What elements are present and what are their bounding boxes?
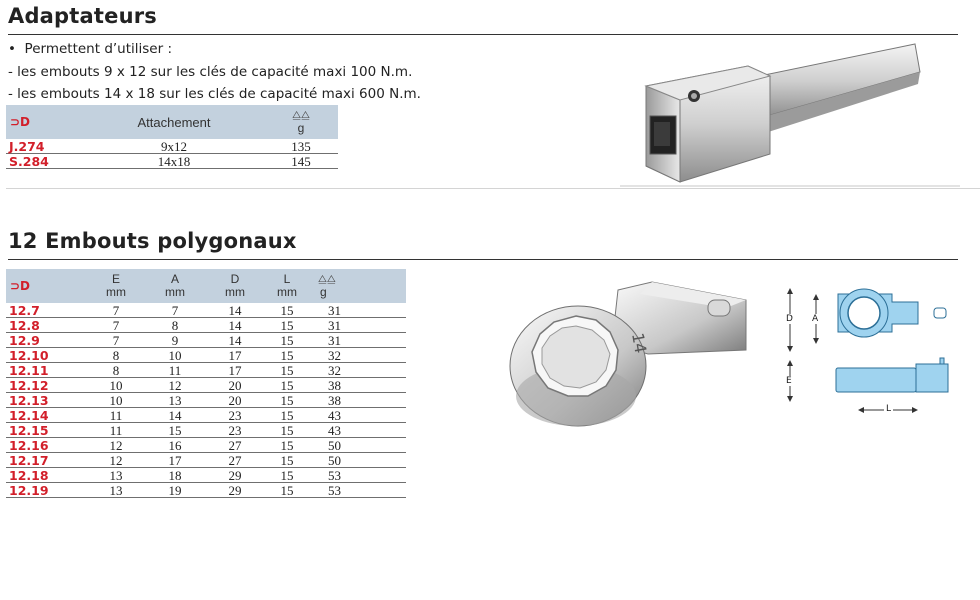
ref-cell: 12.8 xyxy=(6,318,88,333)
description-line-1: - les embouts 9 x 12 sur les clés de capacité maxi 100 N.m. xyxy=(8,64,413,80)
value-cell-g: 43 xyxy=(310,408,406,423)
value-cell-e: 8 xyxy=(88,363,144,378)
adapter-table xyxy=(6,105,338,169)
value-cell-d: 27 xyxy=(206,453,264,468)
bullet-line xyxy=(8,41,172,57)
ref-cell: 12.11 xyxy=(6,363,88,378)
brand-logo-header xyxy=(6,269,88,303)
table-row xyxy=(6,483,406,498)
ref-cell: 12.13 xyxy=(6,393,88,408)
table-row xyxy=(6,363,406,378)
section-title-embouts: 12 Embouts polygonaux xyxy=(8,229,297,253)
dim-label-e: E xyxy=(786,376,792,386)
ref-cell: 12.14 xyxy=(6,408,88,423)
value-cell-g: 50 xyxy=(310,453,406,468)
weight-cell: 135 xyxy=(264,139,338,154)
value-cell-d: 23 xyxy=(206,423,264,438)
table-row xyxy=(6,468,406,483)
facom-logo-icon: ⊃D xyxy=(10,278,31,293)
value-cell-e: 10 xyxy=(88,393,144,408)
value-cell-g: 31 xyxy=(310,318,406,333)
value-cell-g: 32 xyxy=(310,363,406,378)
table-row xyxy=(6,408,406,423)
dimension-diagram xyxy=(778,282,958,422)
value-cell-d: 23 xyxy=(206,408,264,423)
value-cell-e: 12 xyxy=(88,453,144,468)
value-cell-l: 15 xyxy=(264,393,310,408)
header-top: A xyxy=(170,272,179,286)
header-weight xyxy=(264,105,338,139)
value-cell-e: 11 xyxy=(88,423,144,438)
value-cell-e: 12 xyxy=(88,438,144,453)
table-row xyxy=(6,378,406,393)
value-cell-l: 15 xyxy=(264,408,310,423)
table-row xyxy=(6,438,406,453)
table-row xyxy=(6,348,406,363)
attach-cell: 9x12 xyxy=(84,139,264,154)
table-row xyxy=(6,303,406,318)
section-separator xyxy=(6,188,980,189)
table-row xyxy=(6,423,406,438)
bullet-text: Permettent d’utiliser : xyxy=(24,41,173,57)
header-top: L xyxy=(283,272,291,286)
facom-logo-icon: ⊃D xyxy=(10,114,31,129)
header-unit: mm xyxy=(106,285,126,299)
value-cell-d: 20 xyxy=(206,378,264,393)
value-cell-l: 15 xyxy=(264,468,310,483)
header-d xyxy=(206,269,264,303)
embossed-size-label: 14 xyxy=(628,331,651,355)
value-cell-d: 14 xyxy=(206,318,264,333)
table-header-row xyxy=(6,269,406,303)
value-cell-d: 14 xyxy=(206,333,264,348)
section-rule xyxy=(8,34,958,35)
ref-cell: 12.9 xyxy=(6,333,88,348)
header-weight-unit: g xyxy=(297,121,305,135)
value-cell-g: 38 xyxy=(310,378,406,393)
value-cell-a: 18 xyxy=(144,468,206,483)
ref-cell: 12.10 xyxy=(6,348,88,363)
value-cell-d: 29 xyxy=(206,468,264,483)
value-cell-l: 15 xyxy=(264,318,310,333)
value-cell-l: 15 xyxy=(264,438,310,453)
value-cell-a: 9 xyxy=(144,333,206,348)
value-cell-g: 32 xyxy=(310,348,406,363)
ref-cell: 12.16 xyxy=(6,438,88,453)
value-cell-a: 14 xyxy=(144,408,206,423)
weight-icon: ⧋⧋ xyxy=(318,274,336,285)
value-cell-l: 15 xyxy=(264,423,310,438)
value-cell-e: 13 xyxy=(88,483,144,498)
header-unit: mm xyxy=(225,285,245,299)
bullet-dot: • xyxy=(8,41,25,57)
header-e xyxy=(88,269,144,303)
value-cell-g: 38 xyxy=(310,393,406,408)
header-l xyxy=(264,269,310,303)
value-cell-a: 12 xyxy=(144,378,206,393)
value-cell-d: 29 xyxy=(206,483,264,498)
table-row xyxy=(6,139,338,154)
value-cell-e: 8 xyxy=(88,348,144,363)
ref-cell: 12.15 xyxy=(6,423,88,438)
ref-cell: 12.17 xyxy=(6,453,88,468)
weight-cell: 145 xyxy=(264,154,338,169)
attach-cell: 14x18 xyxy=(84,154,264,169)
value-cell-g: 53 xyxy=(310,468,406,483)
value-cell-g: 31 xyxy=(310,303,406,318)
value-cell-l: 15 xyxy=(264,363,310,378)
table-row xyxy=(6,393,406,408)
header-unit: mm xyxy=(277,285,297,299)
value-cell-g: 53 xyxy=(310,483,406,498)
value-cell-a: 11 xyxy=(144,363,206,378)
header-attachement: Attachement xyxy=(84,105,264,139)
dim-label-d: D xyxy=(786,314,793,324)
value-cell-e: 11 xyxy=(88,408,144,423)
embouts-table-body xyxy=(6,303,406,498)
dim-label-l: L xyxy=(886,404,892,414)
value-cell-g: 50 xyxy=(310,438,406,453)
value-cell-a: 17 xyxy=(144,453,206,468)
value-cell-d: 17 xyxy=(206,363,264,378)
value-cell-l: 15 xyxy=(264,303,310,318)
embouts-table xyxy=(6,269,406,498)
section-title-adaptateurs: Adaptateurs xyxy=(8,4,157,28)
value-cell-d: 17 xyxy=(206,348,264,363)
value-cell-g: 31 xyxy=(310,333,406,348)
value-cell-a: 7 xyxy=(144,303,206,318)
value-cell-d: 27 xyxy=(206,438,264,453)
value-cell-l: 15 xyxy=(264,378,310,393)
value-cell-a: 8 xyxy=(144,318,206,333)
dim-label-a: A xyxy=(812,314,819,324)
value-cell-d: 20 xyxy=(206,393,264,408)
value-cell-l: 15 xyxy=(264,348,310,363)
brand-logo-header xyxy=(6,105,84,139)
table-row xyxy=(6,318,406,333)
value-cell-a: 13 xyxy=(144,393,206,408)
ref-cell: 12.7 xyxy=(6,303,88,318)
value-cell-a: 16 xyxy=(144,438,206,453)
ref-cell: 12.12 xyxy=(6,378,88,393)
value-cell-a: 15 xyxy=(144,423,206,438)
header-unit: mm xyxy=(165,285,185,299)
header-top: D xyxy=(230,272,240,286)
value-cell-e: 13 xyxy=(88,468,144,483)
table-row xyxy=(6,154,338,169)
section-rule xyxy=(8,259,958,260)
adapter-photo xyxy=(620,36,960,190)
ref-cell: J.274 xyxy=(6,139,84,154)
header-weight xyxy=(310,269,406,303)
value-cell-l: 15 xyxy=(264,453,310,468)
value-cell-l: 15 xyxy=(264,333,310,348)
value-cell-a: 10 xyxy=(144,348,206,363)
value-cell-e: 10 xyxy=(88,378,144,393)
ring-spanner-photo xyxy=(500,268,760,448)
table-row xyxy=(6,333,406,348)
header-top: E xyxy=(111,272,120,286)
ref-cell: 12.19 xyxy=(6,483,88,498)
description-line-2: - les embouts 14 x 18 sur les clés de capacité maxi 600 N.m. xyxy=(8,86,421,102)
table-header-row xyxy=(6,105,338,139)
weight-icon: ⧋⧋ xyxy=(292,110,310,121)
ref-cell: S.284 xyxy=(6,154,84,169)
value-cell-g: 43 xyxy=(310,423,406,438)
header-a xyxy=(144,269,206,303)
ref-cell: 12.18 xyxy=(6,468,88,483)
value-cell-d: 14 xyxy=(206,303,264,318)
value-cell-e: 7 xyxy=(88,303,144,318)
value-cell-a: 19 xyxy=(144,483,206,498)
value-cell-l: 15 xyxy=(264,483,310,498)
table-row xyxy=(6,453,406,468)
value-cell-e: 7 xyxy=(88,333,144,348)
value-cell-e: 7 xyxy=(88,318,144,333)
header-unit: g xyxy=(320,285,327,299)
